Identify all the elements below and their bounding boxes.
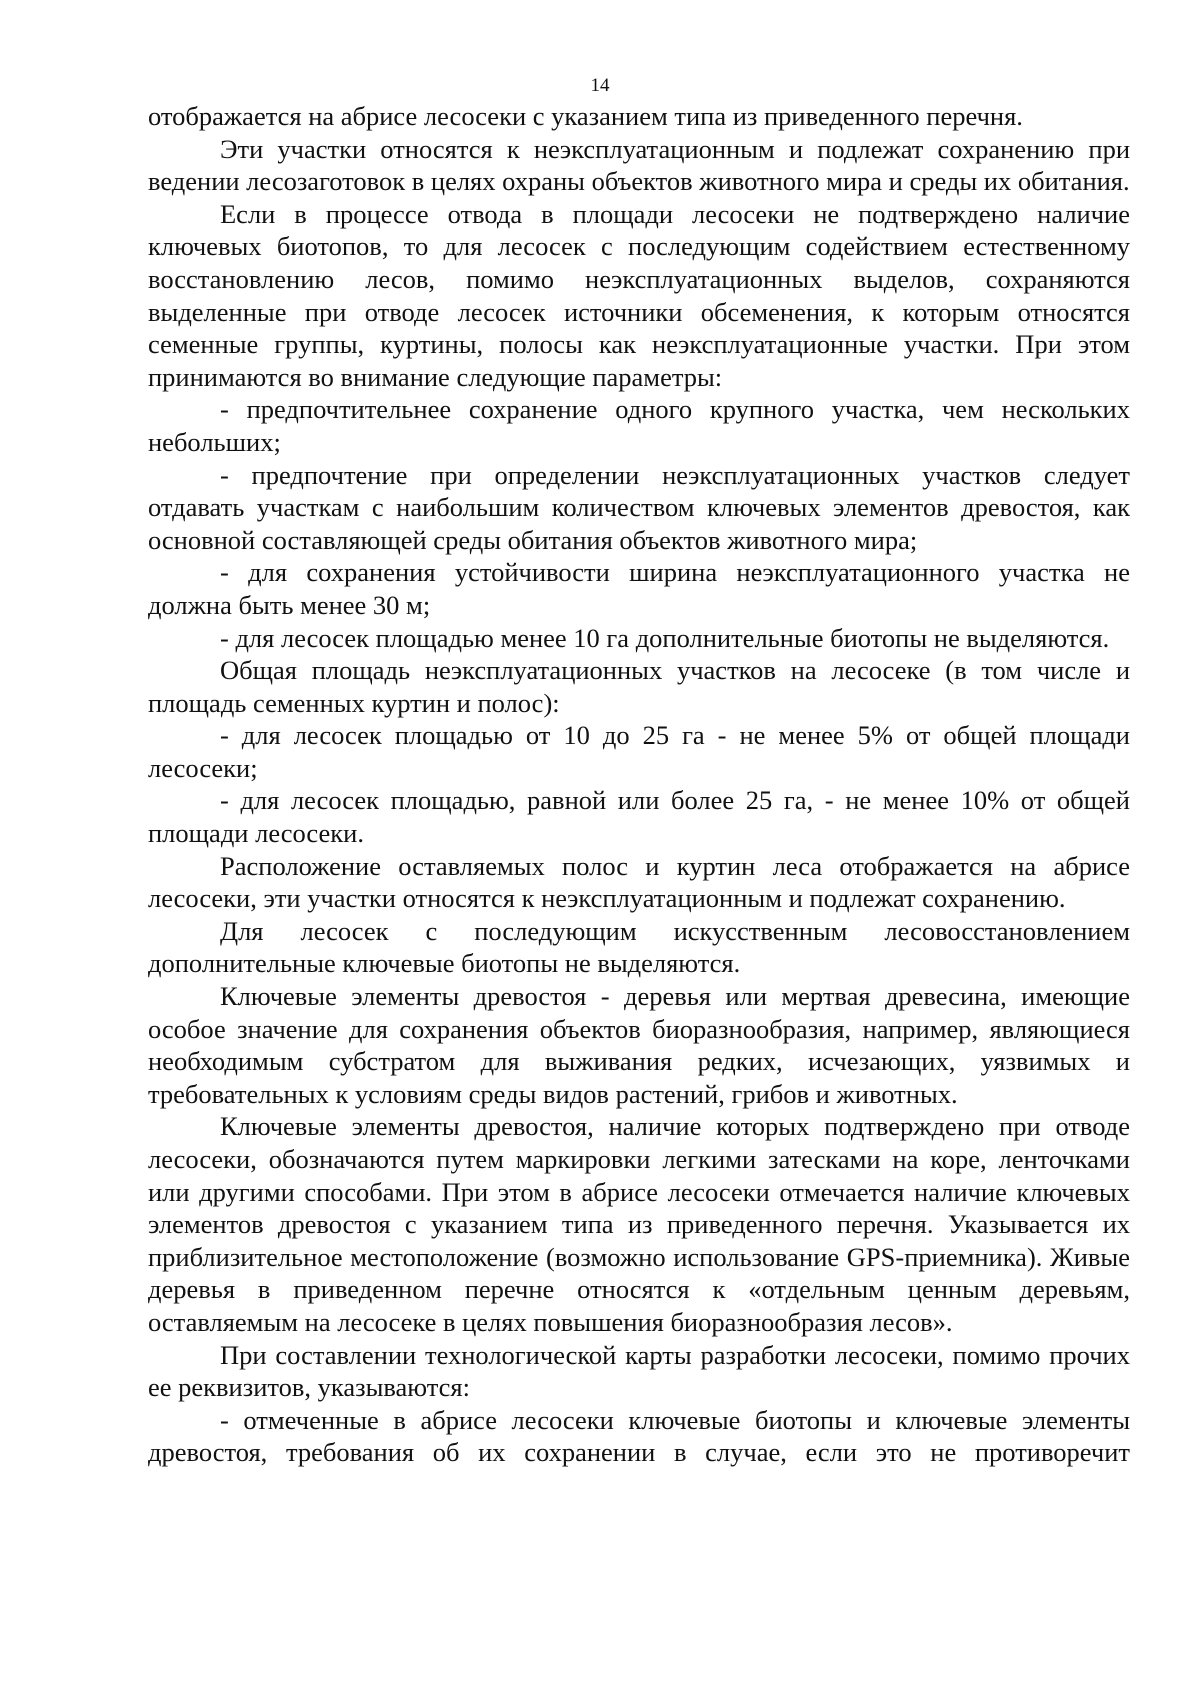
list-item: - для лесосек площадью от 10 до 25 га - не менее 5% от общей площади лесосеки; bbox=[148, 720, 1130, 783]
list-item: - предпочтительнее сохранение одного крупного участка, чем нескольких небольших; bbox=[148, 394, 1130, 457]
list-item: - для лесосек площадью, равной или более 25 га, - не менее 10% от общей площади лесосеки. bbox=[148, 785, 1130, 849]
paragraph: Эти участки относятся к неэксплуатационным и подлежат сохранению при ведении лесозаготовок в целях охраны объектов животного мира и среды их обитания. bbox=[148, 133, 1130, 197]
paragraph: Для лесосек с последующим искусственным лесовосстановлением дополнительные ключевые биотопы не выделяются. bbox=[148, 915, 1130, 979]
document-body bbox=[148, 100, 1130, 1469]
paragraph: Расположение оставляемых полос и куртин леса отображается на абрисе лесосеки, эти участки относятся к неэксплуатационным и подлежат сохранению. bbox=[148, 850, 1130, 914]
list-item: - отмеченные в абрисе лесосеки ключевые биотопы и ключевые элементы древостоя, требования об их сохранении в случае, если это не противоречит bbox=[148, 1404, 1130, 1468]
paragraph: При составлении технологической карты разработки лесосеки, помимо прочих ее реквизитов, указываются: bbox=[148, 1339, 1130, 1403]
page-number: 14 bbox=[590, 75, 610, 96]
list-item: - для лесосек площадью менее 10 га дополнительные биотопы не выделяются. bbox=[220, 622, 1110, 653]
paragraph: отображается на абрисе лесосеки с указанием типа из приведенного перечня. bbox=[148, 101, 1023, 131]
paragraph: Если в процессе отвода в площади лесосеки не подтверждено наличие ключевых биотопов, то для лесосек с последующим содействием естественному восстановлению лесов, помимо неэксплуатационных выделов, сохраняются выделенные при отводе лесосек источники обсеменения, к которым относятся семенные группы, куртины, полосы как неэксплуатационные участки. При этом принимаются во внимание следующие параметры: bbox=[148, 198, 1130, 392]
paragraph: Ключевые элементы древостоя - деревья или мертвая древесина, имеющие особое значение для сохранения объектов биоразнообразия, например, являющиеся необходимым субстратом для выживания редких, исчезающих, уязвимых и требовательных к условиям среды видов растений, грибов и животных. bbox=[148, 981, 1130, 1109]
list-item: - предпочтение при определении неэксплуатационных участков следует отдавать участкам с наибольшим количеством ключевых элементов древостоя, как основной составляющей среды обитания объектов животного мира; bbox=[148, 459, 1130, 555]
paragraph: Ключевые элементы древостоя, наличие которых подтверждено при отводе лесосеки, обозначаются путем маркировки легкими затесками на коре, ленточками или другими способами. При этом в абрисе лесосеки отмечается наличие ключевых элементов древостоя с указанием типа из приведенного перечня. Указывается их приблизительное местоположение (возможно использование GPS-приемника). Живые деревья в приведенном перечне относятся к «отдельным ценным деревьям, оставляемым на лесосеке в целях повышения биоразнообразия лесов». bbox=[148, 1111, 1130, 1337]
paragraph: Общая площадь неэксплуатационных участков на лесосеке (в том числе и площадь семенных куртин и полос): bbox=[148, 655, 1130, 718]
list-item: - для сохранения устойчивости ширина неэксплуатационного участка не должна быть менее 30 м; bbox=[148, 557, 1130, 620]
